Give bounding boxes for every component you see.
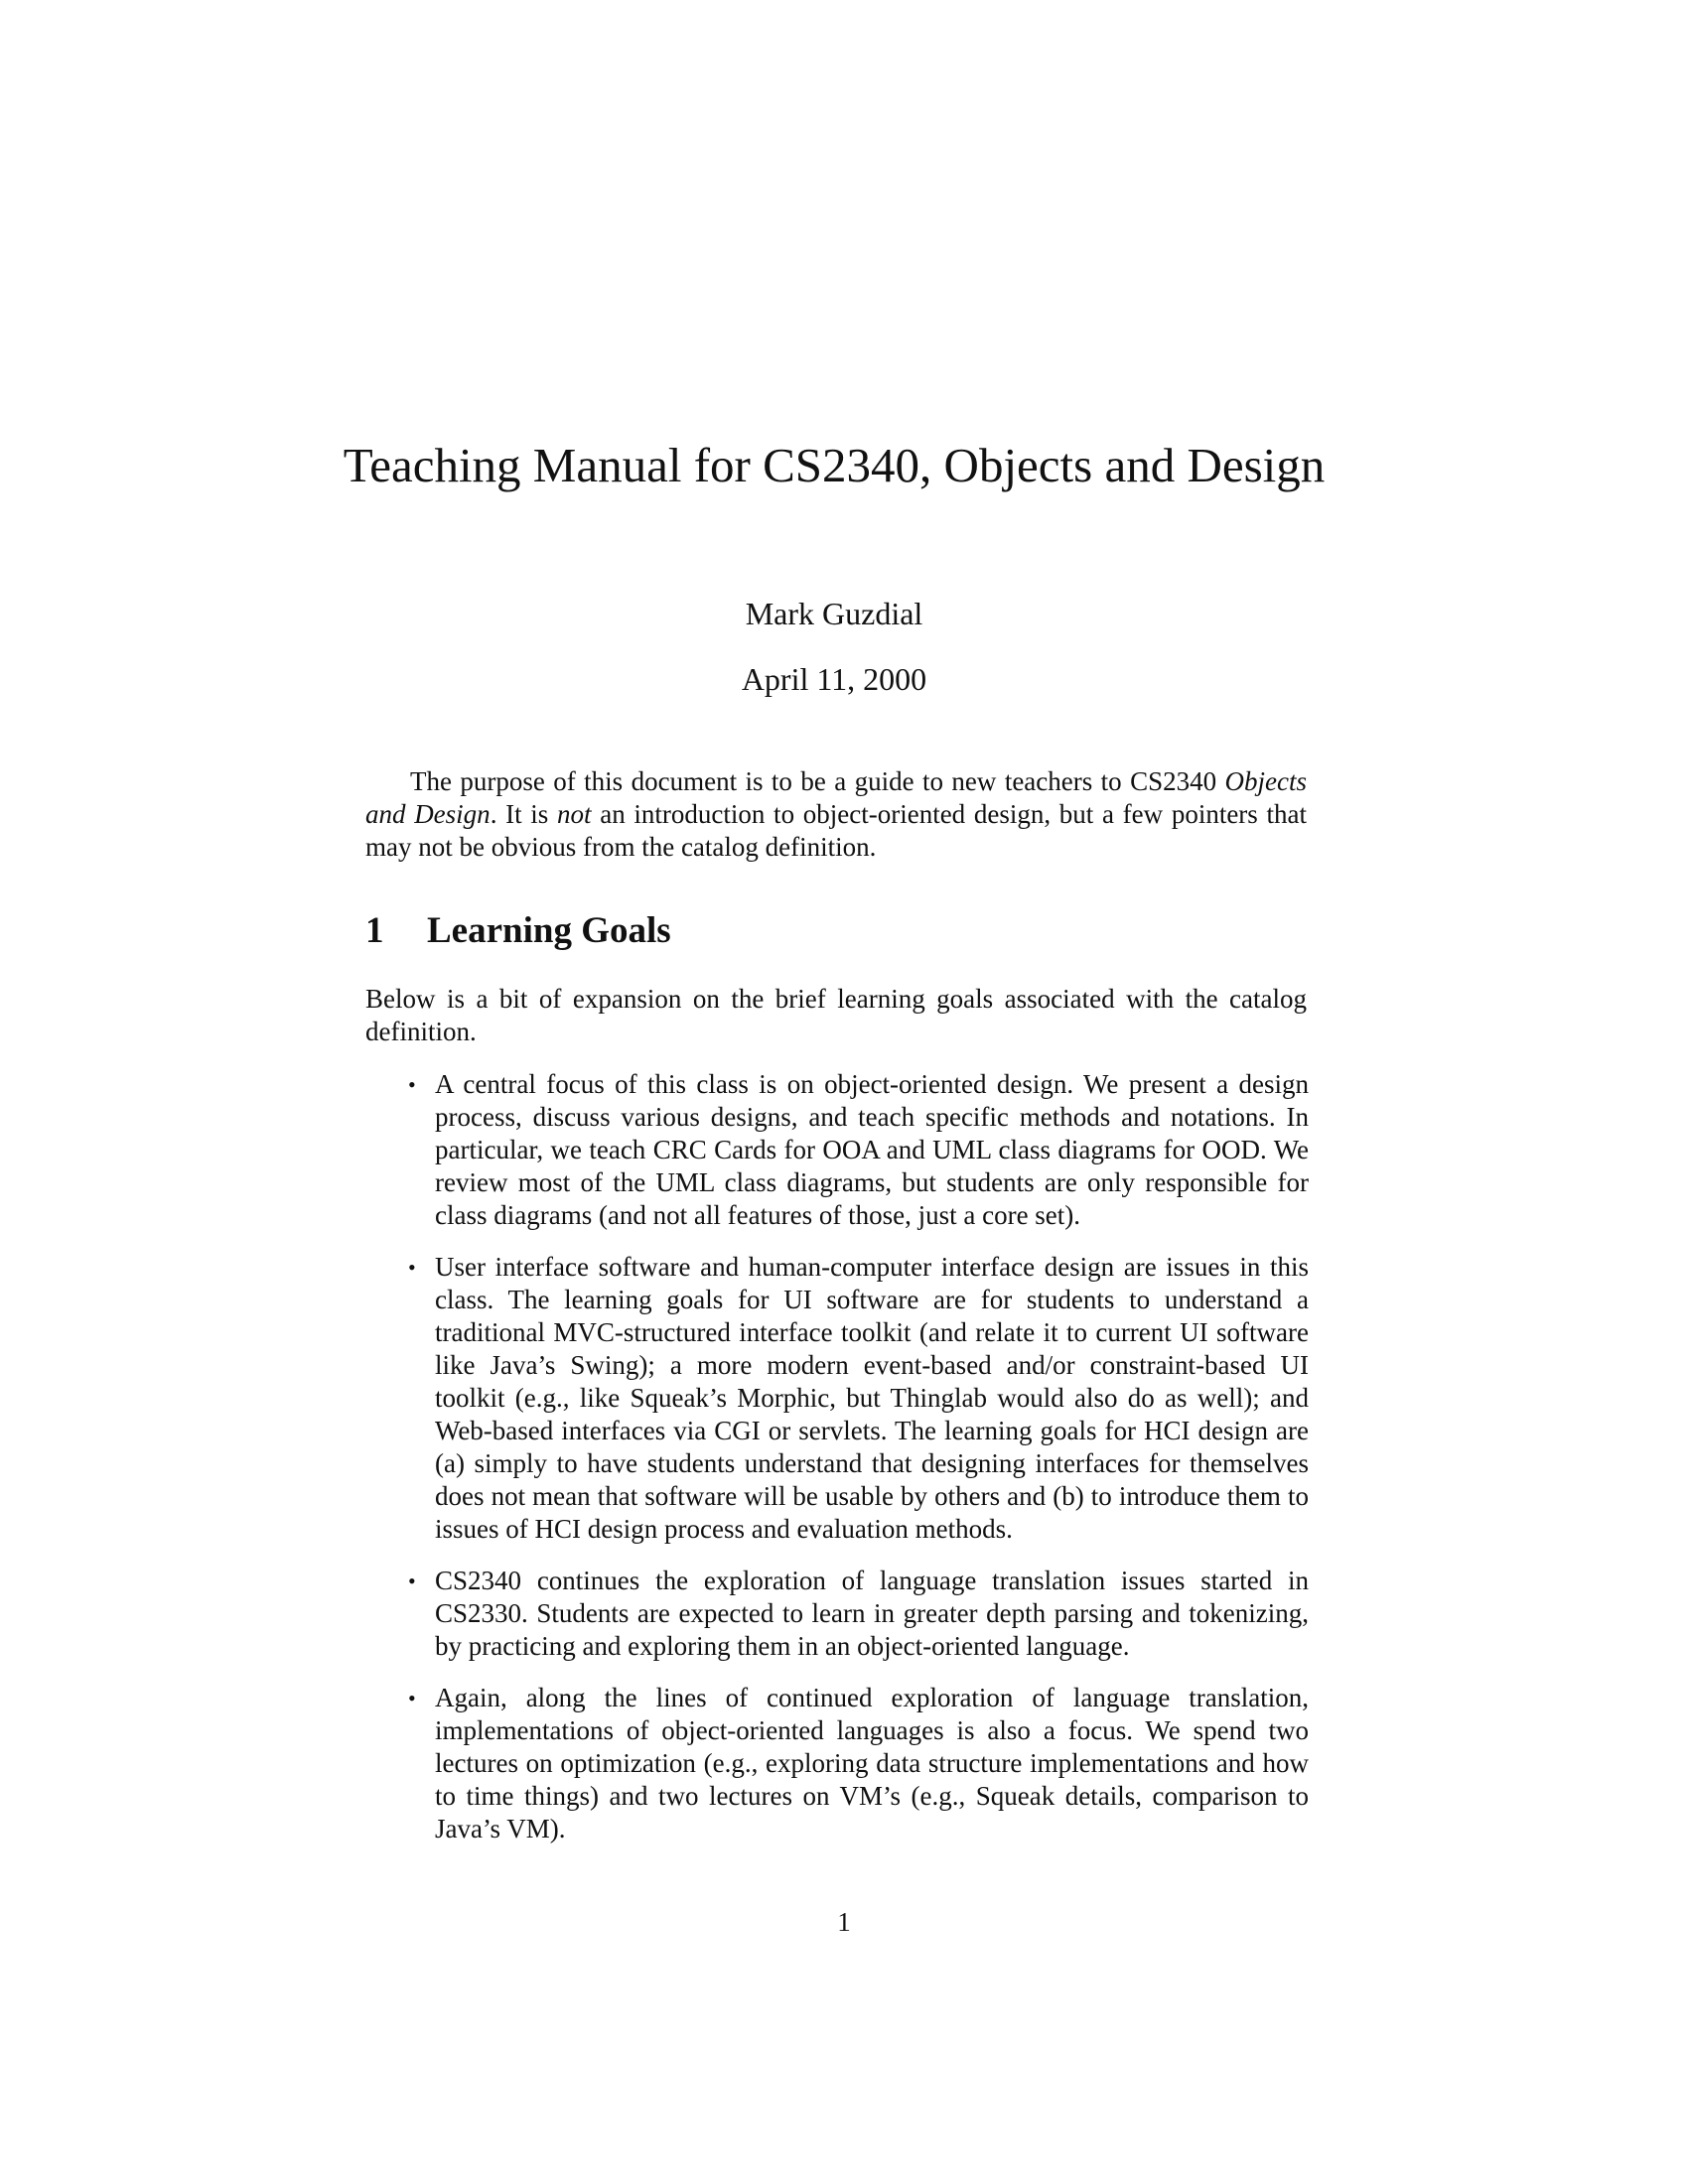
list-item (408, 1565, 1309, 1663)
section-intro: Below is a bit of expansion on the brief learning goals associated with the catalog definition. (365, 984, 1307, 1046)
bullet-icon: • (408, 1072, 416, 1097)
learning-goals-list (408, 1068, 1309, 1864)
section-heading (365, 909, 671, 953)
abstract-paragraph (365, 765, 1307, 864)
list-item (408, 1068, 1309, 1232)
section-title: Learning Goals (427, 910, 671, 951)
bullet-icon: • (408, 1255, 416, 1280)
abstract-text-3: an introduction to object-oriented design, but a few pointers that may not be obvious from the catalog definition. (365, 799, 1307, 862)
list-item (408, 1682, 1309, 1845)
section-number: 1 (365, 910, 384, 951)
list-item-text: Again, along the lines of continued exploration of language translation, implementations of object-oriented languages is also a focus. We spend two lectures on optimization (e.g., exploring data structure implementations and how to time things) and two lectures on VM’s (e.g., Squeak details, comparison to Java’s VM). (435, 1683, 1309, 1843)
page-number: 1 (837, 1907, 851, 1937)
abstract-course-name: Objects and Design (365, 766, 1307, 829)
bullet-icon: • (408, 1569, 416, 1593)
abstract-text-2: . It is (490, 799, 558, 829)
abstract-emphasis-not: not (557, 799, 592, 829)
list-item-text: A central focus of this class is on object-oriented design. We present a design process, discuss various designs, and teach specific methods and notations. In particular, we teach CRC Cards for OOA and UML class diagrams for OOD. We review most of the UML class diagrams, but students are only responsible for class diagrams (and not all features of those, just a core set). (435, 1069, 1309, 1230)
document-date: April 11, 2000 (741, 661, 927, 697)
abstract-text-1: The purpose of this document is to be a guide to new teachers to CS2340 (410, 766, 1225, 796)
document-title: Teaching Manual for CS2340, Objects and Design (343, 438, 1326, 492)
list-item-text: CS2340 continues the exploration of language translation issues started in CS2330. Students are expected to learn in greater depth parsing and tokenizing, by practicing and exploring them in an object-oriented language. (435, 1566, 1309, 1661)
list-item-text: User interface software and human-computer interface design are issues in this class. The learning goals for UI software are for students to understand a traditional MVC-structured interface toolkit (and relate it to current UI software like Java’s Swing); a more modern event-based and/or constraint-based UI toolkit (e.g., like Squeak’s Morphic, but Thinglab would also do as well); and Web-based interfaces via CGI or servlets. The learning goals for HCI design are (a) simply to have students understand that designing interfaces for themselves does not mean that software will be usable by others and (b) to introduce them to issues of HCI design process and evaluation methods. (435, 1252, 1309, 1544)
bullet-icon: • (408, 1686, 416, 1710)
author-name: Mark Guzdial (745, 596, 923, 631)
list-item (408, 1251, 1309, 1546)
